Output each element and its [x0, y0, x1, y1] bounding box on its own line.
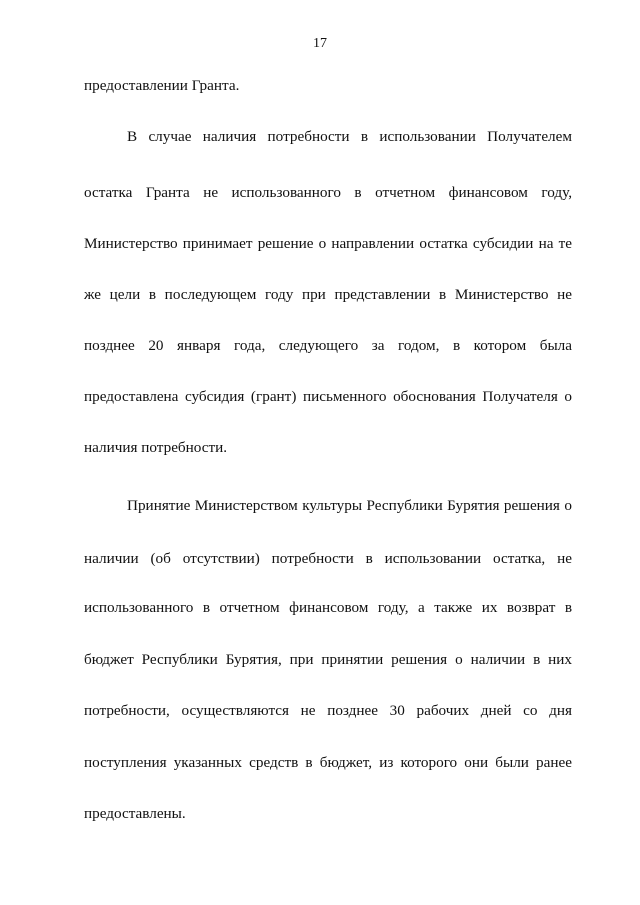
text-line: наличии (об отсутствии) потребности в использовании остатка, не — [84, 550, 572, 567]
paragraph-first-line: В случае наличия потребности в использовании Получателем — [127, 128, 572, 145]
text-line: наличия потребности. — [84, 439, 228, 456]
text-line: предоставлении Гранта. — [84, 77, 240, 94]
text-line: Министерство принимает решение о направлении остатка субсидии на те — [84, 235, 572, 252]
text-line: предоставлена субсидия (грант) письменного обоснования Получателя о — [84, 388, 572, 405]
text-line: потребности, осуществляются не позднее 30 рабочих дней со дня — [84, 702, 572, 719]
page-number: 17 — [313, 36, 327, 51]
text-line: же цели в последующем году при представлении в Министерство не — [84, 286, 572, 303]
paragraph-first-line: Принятие Министерством культуры Республики Бурятия решения о — [127, 497, 572, 514]
text-line: использованного в отчетном финансовом году, а также их возврат в — [84, 599, 572, 616]
text-line: поступления указанных средств в бюджет, из которого они были ранее — [84, 754, 572, 771]
text-line: позднее 20 января года, следующего за годом, в котором была — [84, 337, 572, 354]
text-line: бюджет Республики Бурятия, при принятии решения о наличии в них — [84, 651, 572, 668]
text-line: предоставлены. — [84, 805, 186, 822]
text-line: остатка Гранта не использованного в отчетном финансовом году, — [84, 184, 572, 201]
